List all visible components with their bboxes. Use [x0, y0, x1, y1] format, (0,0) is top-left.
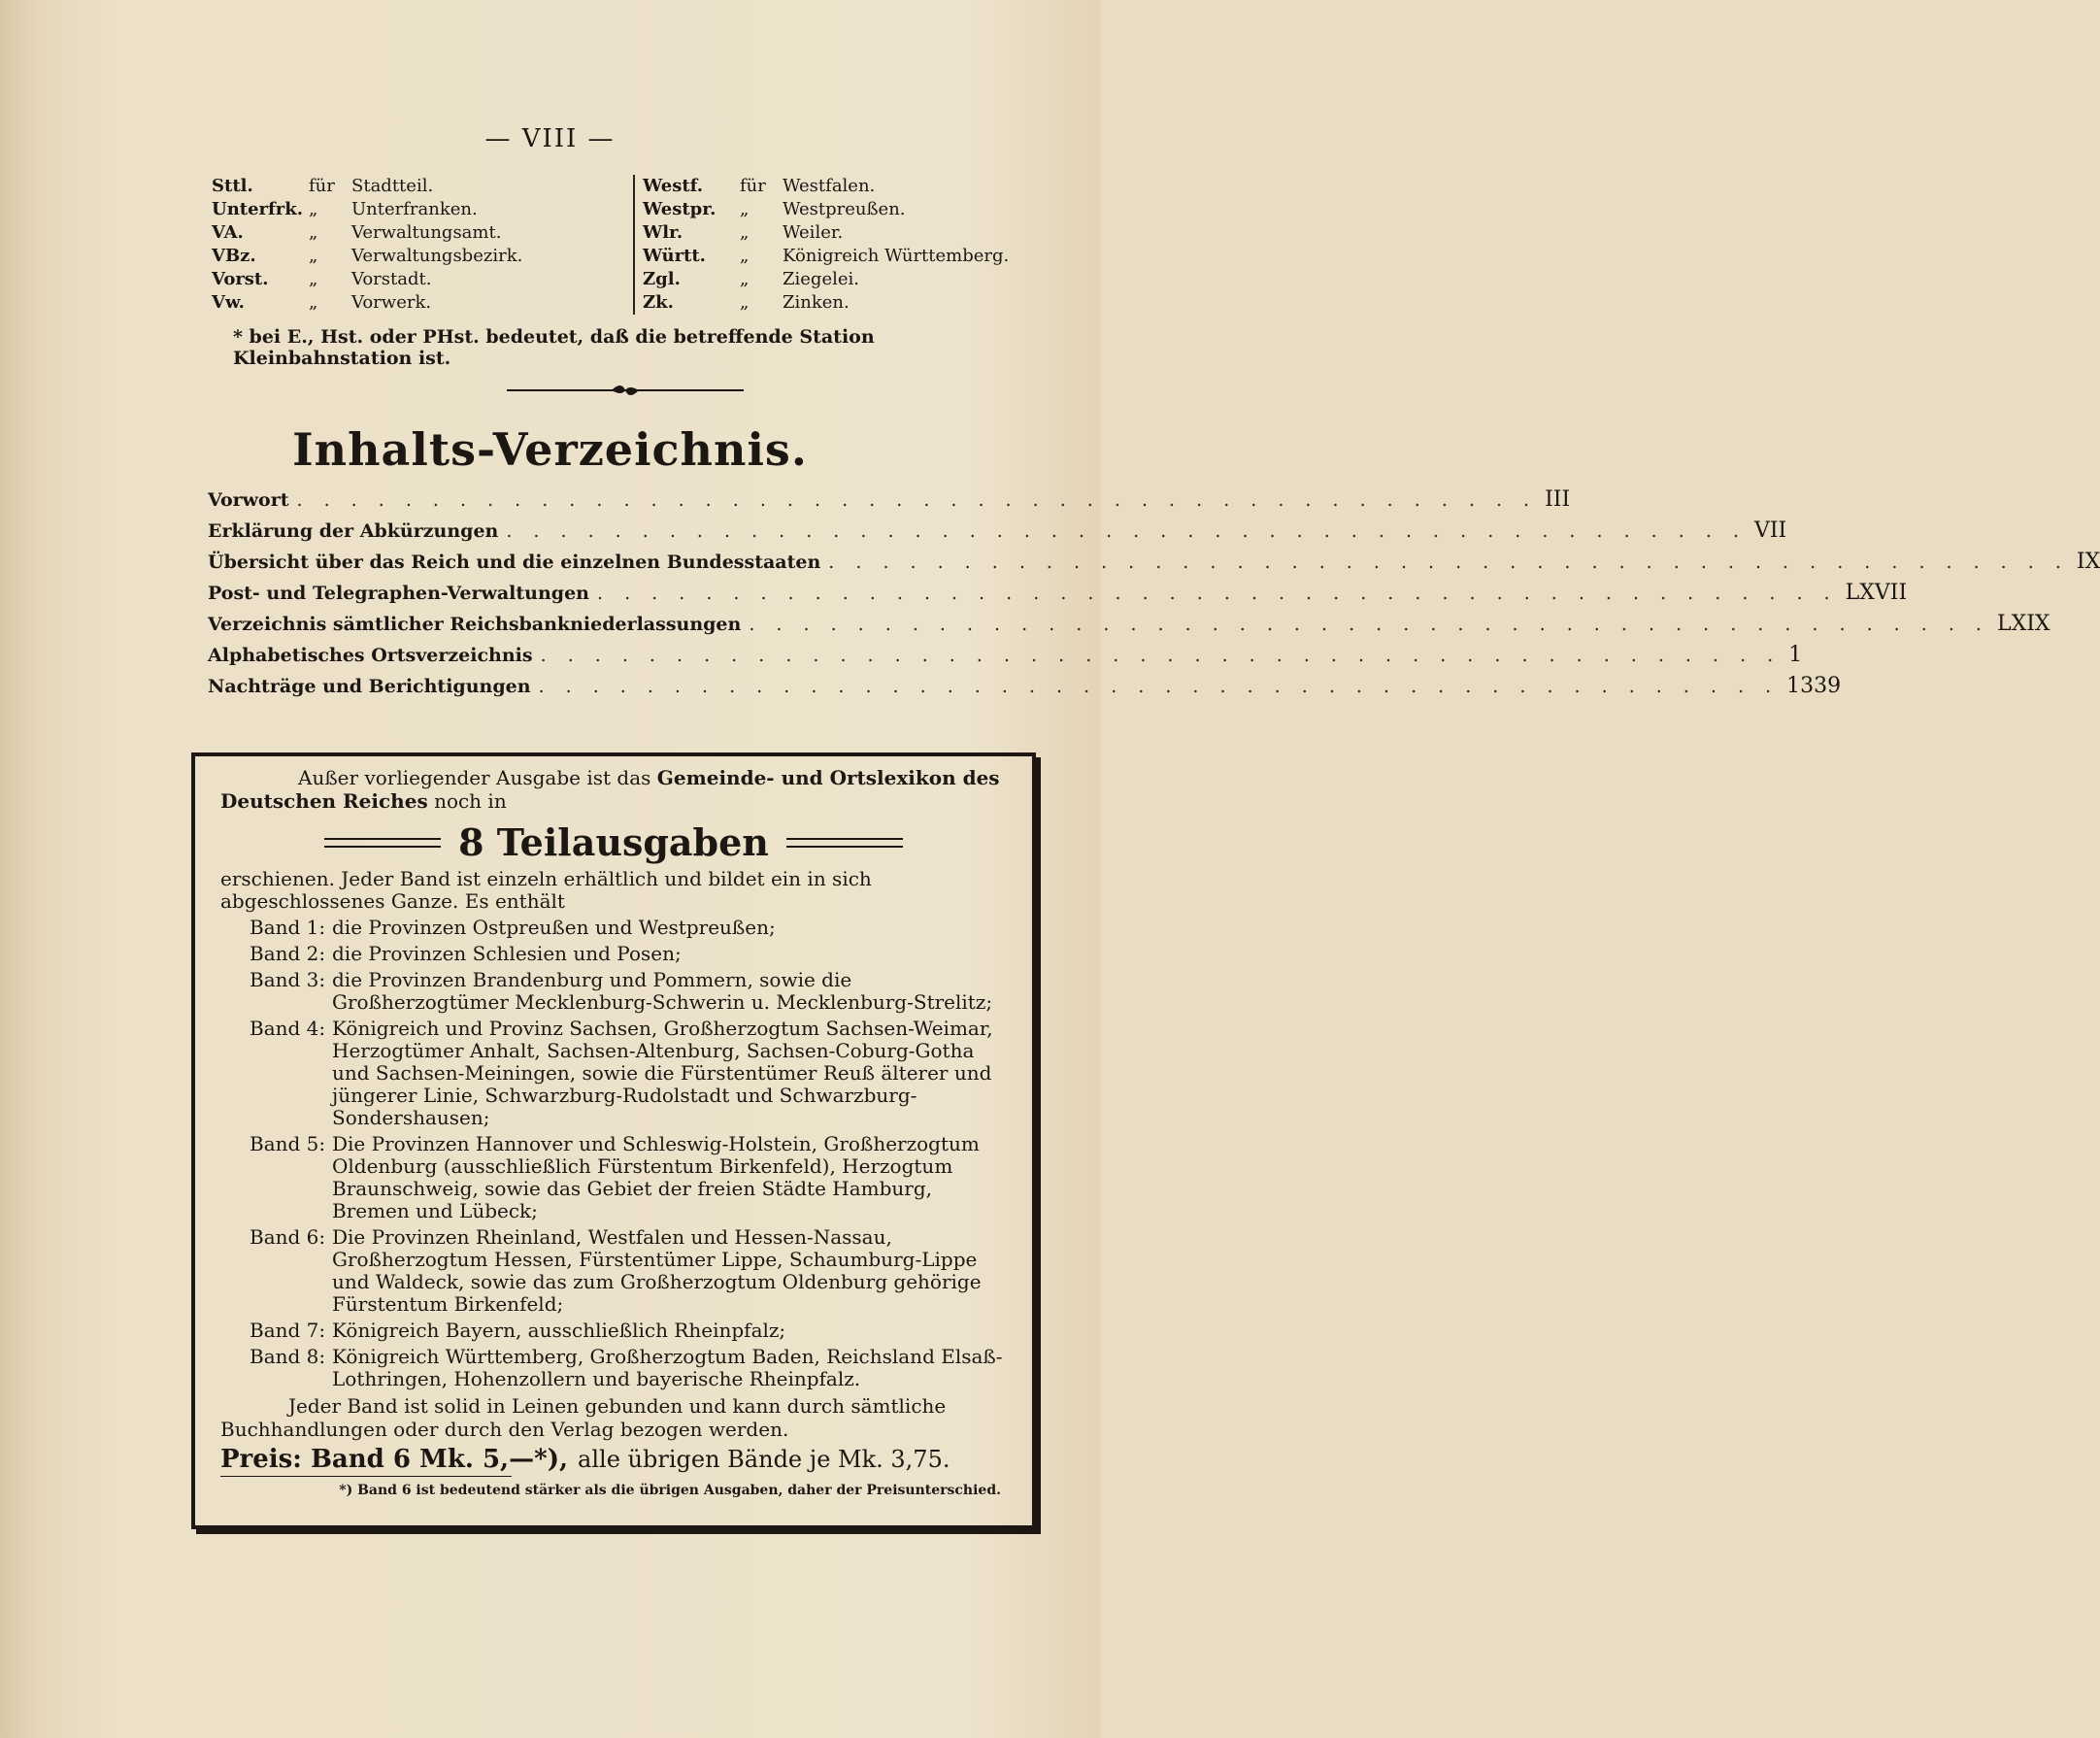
abbreviation-mark: für	[309, 176, 335, 196]
headline-rule-left	[324, 838, 441, 848]
band-entry	[220, 1133, 1007, 1222]
abbreviation-meaning: Verwaltungsamt.	[351, 222, 502, 243]
abbreviation-meaning: Westpreußen.	[783, 199, 906, 219]
price-label: Preis: Band 6 Mk. 5,—*),	[220, 1445, 569, 1474]
toc-entry: Erklärung der Abkürzungen . . . . . . . . . . . . . . . . . . . . . . . . . . . . . . . . . . . . . . . . . . . . . . VII	[208, 518, 1787, 543]
band-text: Königreich und Provinz Sachsen, Großherzogtum Sachsen-Weimar, Herzogtümer Anhalt, Sachsen-Altenburg, Sachsen-Coburg-Gotha und Sachsen-Meiningen, sowie die Fürstentümer Reuß älterer und jüngerer Linie, Schwarzburg-Rudolstadt und Schwarzburg-Sondershausen;	[332, 1017, 993, 1129]
abbreviation-row	[212, 221, 619, 245]
advertisement-box	[191, 752, 1036, 1529]
abbreviation-mark: „	[740, 246, 750, 266]
band-entry	[220, 1320, 1007, 1342]
toc-entry-label: Übersicht über das Reich und die einzelnen Bundesstaaten	[208, 551, 821, 573]
price-rest: alle übrigen Bände je Mk. 3,75.	[578, 1446, 950, 1473]
band-entry	[220, 943, 1007, 965]
toc-entry: Alphabetisches Ortsverzeichnis . . . . . . . . . . . . . . . . . . . . . . . . . . . . . . . . . . . . . . . . . . . . . . 1	[208, 643, 1803, 667]
toc-entry-label: Post- und Telegraphen-Verwaltungen	[208, 583, 589, 604]
table-of-contents	[208, 487, 2100, 705]
abbreviation: VBz.	[212, 246, 256, 266]
band-text: die Provinzen Schlesien und Posen;	[332, 942, 682, 965]
abbreviation-meaning: Königreich Württemberg.	[783, 246, 1010, 266]
band-text: Die Provinzen Hannover und Schleswig-Holstein, Großherzogtum Oldenburg (ausschließlich Fürstentum Birkenfeld), Herzogtum Braunschweig, sowie das Gebiet der freien Städte Hamburg, Bremen und Lübeck;	[332, 1132, 980, 1222]
abbreviation: Unterfrk.	[212, 199, 303, 219]
abbreviation-row	[643, 245, 1050, 268]
abbreviation: Vorst.	[212, 269, 269, 289]
band-label: Band 4:	[250, 1017, 326, 1040]
abbreviation-mark: „	[309, 222, 318, 243]
headline-rule-right	[786, 838, 903, 848]
ad-headline-text: 8 Teilausgaben	[458, 820, 769, 864]
toc-entry-page: 1	[1788, 643, 1803, 667]
abbreviation-meaning: Weiler.	[783, 222, 844, 243]
ad-intro-title: Gemeinde- und Ortslexikon des Deutschen Reiches	[220, 766, 1000, 813]
toc-entry-label: Erklärung der Abkürzungen	[208, 520, 499, 542]
abbreviation-meaning: Vorwerk.	[351, 292, 432, 313]
band-entry	[220, 917, 1007, 939]
abbreviation: Württ.	[643, 246, 706, 266]
toc-entry: Nachträge und Berichtigungen . . . . . . . . . . . . . . . . . . . . . . . . . . . . . . . . . . . . . . . . . . . . . . 1339	[208, 674, 1842, 698]
abbreviation: Wlr.	[643, 222, 683, 243]
band-label: Band 3:	[250, 968, 326, 991]
band-entry	[220, 1018, 1007, 1129]
band-label: Band 8:	[250, 1345, 326, 1368]
band-entry	[220, 1226, 1007, 1316]
toc-entry: Verzeichnis sämtlicher Reichsbankniederlassungen . . . . . . . . . . . . . . . . . . . . . . . . . . . . . . . . . . . . . . . . . . . . . . LXIX	[208, 612, 2050, 636]
abbreviation: VA.	[212, 222, 244, 243]
abbreviation-row	[643, 221, 1050, 245]
toc-title: Inhalts-Verzeichnis.	[292, 423, 808, 476]
abbreviation-row	[212, 291, 619, 315]
abbreviation-row	[212, 175, 619, 198]
band-entry	[220, 969, 1007, 1014]
abbreviation-row	[212, 198, 619, 221]
abbreviation: Westf.	[643, 176, 704, 196]
ad-description: erschienen. Jeder Band ist einzeln erhältlich und bildet ein in sich abgeschlossenes Ganze. Es enthält	[220, 867, 872, 913]
toc-entry-label: Vorwort	[208, 489, 289, 511]
abbreviation: Zk.	[643, 292, 674, 313]
abbreviation-list-right	[633, 175, 1050, 315]
toc-entry-page: LXVII	[1845, 581, 1908, 605]
abbreviation-meaning: Ziegelei.	[783, 269, 859, 289]
ad-intro	[220, 766, 1007, 813]
toc-entry: Übersicht über das Reich und die einzelnen Bundesstaaten . . . . . . . . . . . . . . . . . . . . . . . . . . . . . . . . . . . . . . . . . . . . . . IX	[208, 550, 2100, 574]
abbreviation-mark: „	[740, 222, 750, 243]
ad-headline	[220, 820, 1007, 864]
abbreviation-row	[212, 268, 619, 291]
ad-intro-text: Außer vorliegender Ausgabe ist das	[298, 766, 651, 789]
abbreviation-mark: „	[740, 199, 750, 219]
abbreviation-mark: für	[740, 176, 766, 196]
band-text: Königreich Württemberg, Großherzogtum Baden, Reichsland Elsaß-Lothringen, Hohenzollern und bayerische Rheinpfalz.	[332, 1345, 1003, 1390]
abbreviation-meaning: Westfalen.	[783, 176, 876, 196]
toc-entry-page: 1339	[1786, 674, 1842, 698]
toc-entry-label: Nachträge und Berichtigungen	[208, 676, 531, 697]
toc-entry-label: Alphabetisches Ortsverzeichnis	[208, 645, 533, 666]
price-underline	[220, 1476, 512, 1477]
page-number: — VIII —	[484, 124, 616, 153]
abbreviation-mark: „	[309, 269, 318, 289]
abbreviation: Zgl.	[643, 269, 681, 289]
band-label: Band 7:	[250, 1319, 326, 1342]
abbreviation-row	[643, 175, 1050, 198]
abbreviation-meaning: Zinken.	[783, 292, 850, 313]
band-label: Band 6:	[250, 1225, 326, 1249]
toc-entry-label: Verzeichnis sämtlicher Reichsbankniederlassungen	[208, 614, 742, 635]
price-footnote: *) Band 6 ist bedeutend stärker als die übrigen Ausgaben, daher der Preisunterschied.	[339, 1483, 1001, 1498]
toc-entry: Vorwort . . . . . . . . . . . . . . . . . . . . . . . . . . . . . . . . . . . . . . . . . . . . . . III	[208, 487, 1571, 512]
toc-entry-page: IX	[2076, 550, 2100, 574]
abbreviation-mark: „	[309, 199, 318, 219]
toc-entry: Post- und Telegraphen-Verwaltungen . . . . . . . . . . . . . . . . . . . . . . . . . . . . . . . . . . . . . . . . . . . . . . LXVII	[208, 581, 1908, 605]
abbreviation: Sttl.	[212, 176, 253, 196]
band-label: Band 1:	[250, 916, 326, 939]
band-label: Band 2:	[250, 942, 326, 965]
price-line	[220, 1445, 1007, 1474]
band-text: die Provinzen Ostpreußen und Westpreußen;	[332, 916, 776, 939]
ad-intro-text-end: noch in	[434, 789, 507, 813]
divider-ornament-icon	[507, 381, 744, 400]
band-text: Königreich Bayern, ausschließlich Rheinpfalz;	[332, 1319, 786, 1342]
abbreviation-mark: „	[309, 246, 318, 266]
abbreviation-meaning: Vorstadt.	[351, 269, 432, 289]
abbreviation-meaning: Unterfranken.	[351, 199, 478, 219]
abbreviation-row	[643, 268, 1050, 291]
abbreviation-mark: „	[740, 269, 750, 289]
abbreviation-row	[643, 291, 1050, 315]
abbreviation-row	[643, 198, 1050, 221]
abbreviation: Vw.	[212, 292, 245, 313]
band-label: Band 5:	[250, 1132, 326, 1155]
abbreviation-list-left	[212, 175, 619, 315]
band-text: Die Provinzen Rheinland, Westfalen und Hessen-Nassau, Großherzogtum Hessen, Fürstentümer Lippe, Schaumburg-Lippe und Waldeck, sowie das zum Großherzogtum Oldenburg gehörige Fürstentum Birkenfeld;	[332, 1225, 982, 1316]
toc-entry-page: III	[1545, 487, 1571, 512]
abbreviation-meaning: Stadtteil.	[351, 176, 434, 196]
band-entry	[220, 1346, 1007, 1390]
abbreviation-row	[212, 245, 619, 268]
toc-entry-page: LXIX	[1996, 612, 2050, 636]
abbreviation-mark: „	[740, 292, 750, 313]
abbreviation: Westpr.	[643, 199, 717, 219]
abbreviation-mark: „	[309, 292, 318, 313]
ad-closing: Jeder Band ist solid in Leinen gebunden und kann durch sämtliche Buchhandlungen oder durch den Verlag bezogen werden.	[220, 1394, 947, 1441]
abbreviation-footnote: * bei E., Hst. oder PHst. bedeutet, daß die betreffende Station Kleinbahnstation ist.	[233, 326, 875, 369]
band-text: die Provinzen Brandenburg und Pommern, sowie die Großherzogtümer Mecklenburg-Schwerin u. Mecklenburg-Strelitz;	[332, 968, 993, 1014]
abbreviation-meaning: Verwaltungsbezirk.	[351, 246, 523, 266]
toc-entry-page: VII	[1753, 518, 1787, 543]
